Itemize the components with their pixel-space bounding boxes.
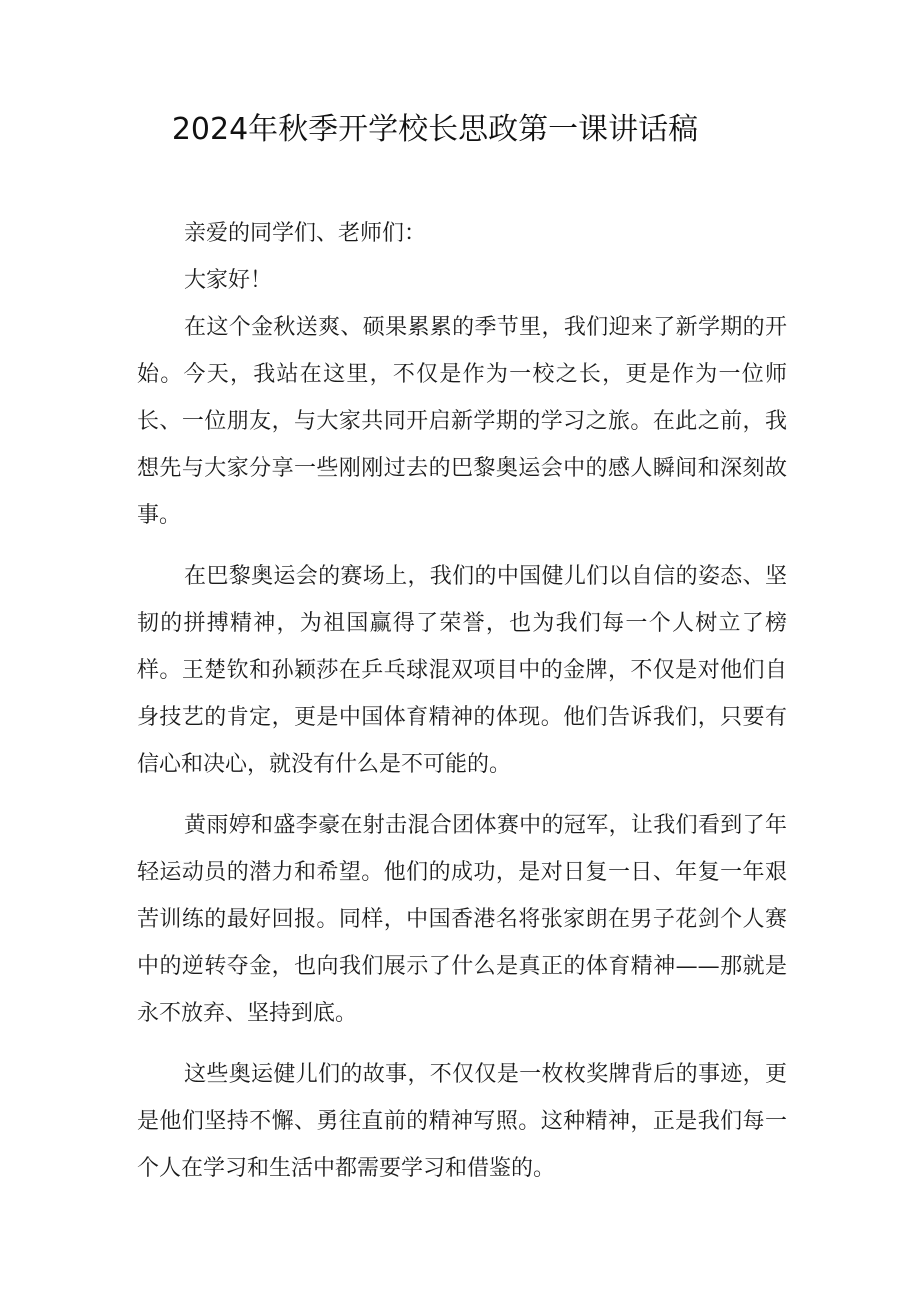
paragraph-spirit: 这些奥运健儿们的故事，不仅仅是一枚枚奖牌背后的事迹，更是他们坚持不懈、勇往直前的精神写照。这种精神，正是我们每一个人在学习和生活中都需要学习和借鉴的。 bbox=[137, 1062, 787, 1181]
salutation-line: 亲爱的同学们、老师们： bbox=[184, 221, 427, 246]
document-title: 2024年秋季开学校长思政第一课讲话稿 bbox=[171, 112, 699, 147]
paragraph-shooting-fencing: 黄雨婷和盛李豪在射击混合团体赛中的冠军，让我们看到了年轻运动员的潜力和希望。他们的成功，是对日复一日、年复一年艰苦训练的最好回报。同样，中国香港名将张家朗在男子花剑个人赛中的逆转夺金，也向我们展示了什么是真正的体育精神——那就是永不放弃、坚持到底。 bbox=[137, 813, 787, 1026]
greeting-line: 大家好！ bbox=[184, 268, 273, 293]
paragraph-paris-olympics: 在巴黎奥运会的赛场上，我们的中国健儿们以自信的姿态、坚韧的拼搏精神，为祖国赢得了荣誉，也为我们每一个人树立了榜样。王楚钦和孙颖莎在乒乓球混双项目中的金牌，不仅是对他们自身技艺的肯定，更是中国体育精神的体现。他们告诉我们，只要有信心和决心，就没有什么是不可能的。 bbox=[137, 564, 787, 777]
document-body bbox=[137, 210, 787, 1192]
paragraph-opening: 在这个金秋送爽、硕果累累的季节里，我们迎来了新学期的开始。今天，我站在这里，不仅是作为一校之长，更是作为一位师长、一位朋友，与大家共同开启新学期的学习之旅。在此之前，我想先与大家分享一些刚刚过去的巴黎奥运会中的感人瞬间和深刻故事。 bbox=[137, 315, 787, 528]
